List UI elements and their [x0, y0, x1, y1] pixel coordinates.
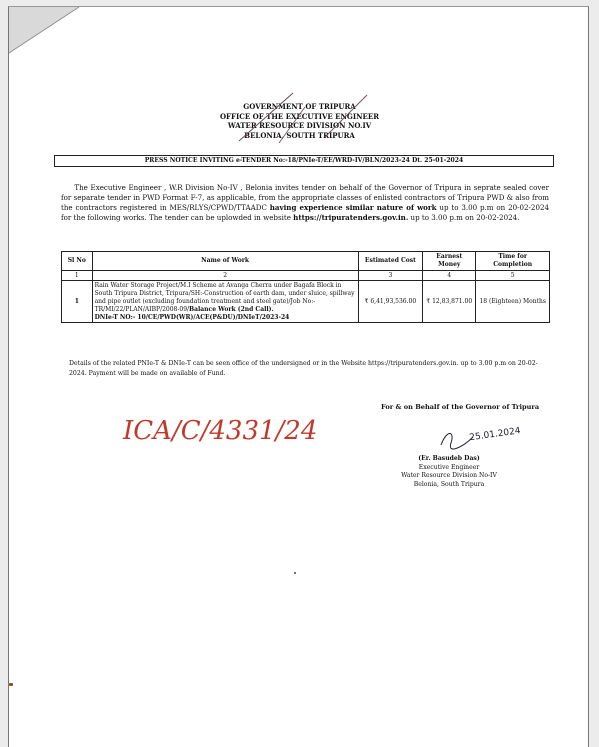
col-sl-no: Sl No: [62, 252, 93, 271]
signature-date: 25.01.2024: [468, 426, 522, 444]
dnit-number: DNIe-T NO:- 10/CE/PWD(WR)/ACE(P&DU)/DNIeT/2023-24: [94, 313, 290, 321]
header-line-4: BELONIA, SOUTH TRIPURA: [244, 130, 355, 140]
details-note: Details of the related PNIe-T & DNIe-T can be seen office of the undersigned or in the Website https://tripuratenders.gov.in. up to 3.00 p.m on 20-02-2024. Payment will be made on available of Fund.: [69, 360, 538, 377]
signer-place: Belonia, South Tripura: [413, 480, 485, 488]
body-text-2: up to 3.00 p.m on 20-02-2024 for the following works. The tender can be uplowded in website: [61, 203, 549, 223]
handwritten-ref-text: ICA/C/4331/24: [123, 416, 318, 446]
speck: [294, 572, 296, 574]
signer-block: [369, 455, 529, 489]
folded-corner: [9, 7, 79, 53]
pen-strike-marks: [235, 89, 375, 145]
col-number: 4: [423, 270, 476, 281]
table-row: [62, 281, 550, 323]
header-line-1: GOVERNMENT OF TRIPURA: [243, 102, 356, 111]
notice-body: [61, 183, 549, 223]
col-number: 5: [476, 270, 550, 281]
work-bold-text: Balance Work (2nd Call).: [189, 305, 274, 313]
col-estimated-cost: Estimated Cost: [358, 252, 423, 271]
row-time-for-completion: 18 (Eighteen) Months: [476, 281, 550, 323]
table-number-row: [62, 270, 550, 281]
signature-mark: [433, 423, 543, 453]
behalf-line: For & on Behalf of the Governor of Tripura: [381, 403, 540, 411]
body-text-3: up to 3.00 p.m on 20-02-2024.: [408, 213, 520, 223]
work-text: Rain Water Storage Project/M.I Scheme at Avanga Cherra under Bagafa Block in South Tripura District, Tripura/SH:-Construction of earth dam, under sluice, spillway and pipe outlet (excluding foundation treatment and steel gate)/Job No:-TR/MI/22/PLAN/AIBP/2008-09/: [94, 282, 355, 313]
header-line-3: WATER RESOURCE DIVISION NO.IV: [227, 121, 372, 130]
header-line-2: OFFICE OF THE EXECUTIVE ENGINEER: [219, 111, 380, 121]
col-number: 2: [92, 270, 358, 281]
signer-title: Executive Engineer: [418, 463, 480, 471]
document-page: [8, 6, 589, 747]
col-number: 1: [62, 270, 93, 281]
website-link[interactable]: https://tripuratenders.gov.in.: [293, 213, 409, 223]
col-number: 3: [358, 270, 423, 281]
body-text-1: The Executive Engineer , W.R Division No-IV , Belonia invites tender on behalf of the Governor of Tripura in seprate sealed cover for separate tender in PWD Format F-7, as applicable, from the appropriate classes of enlisted contractors of Tripura PWD & also from the contractors registered in MES/RLYS/CPWD/TTAADC: [61, 183, 549, 213]
row-sl-no: 1: [62, 281, 93, 323]
speck: [9, 683, 13, 686]
col-earnest-money: Earnest Money: [423, 252, 476, 271]
signer-name: (Er. Basudeb Das): [418, 455, 480, 462]
press-notice-title: PRESS NOTICE INVITING e-TENDER No:-18/PNIe-T/EE/WRD-IV/BLN/2023-24 Dt. 25-01-2024: [54, 155, 554, 167]
handwritten-reference: [121, 407, 318, 449]
signer-office: Water Resource Division No-IV: [401, 472, 497, 479]
col-name-of-work: Name of Work: [92, 252, 358, 271]
row-estimated-cost: ₹ 6,41,93,536.00: [358, 281, 423, 323]
row-work-description: [92, 281, 358, 323]
table-header-row: [62, 252, 550, 271]
body-bold-experience: having experience similar nature of work: [269, 203, 437, 213]
col-time-for-completion: Time for Completion: [476, 252, 550, 271]
tender-table: [61, 251, 550, 323]
row-earnest-money: ₹ 12,83,871.00: [423, 281, 476, 323]
